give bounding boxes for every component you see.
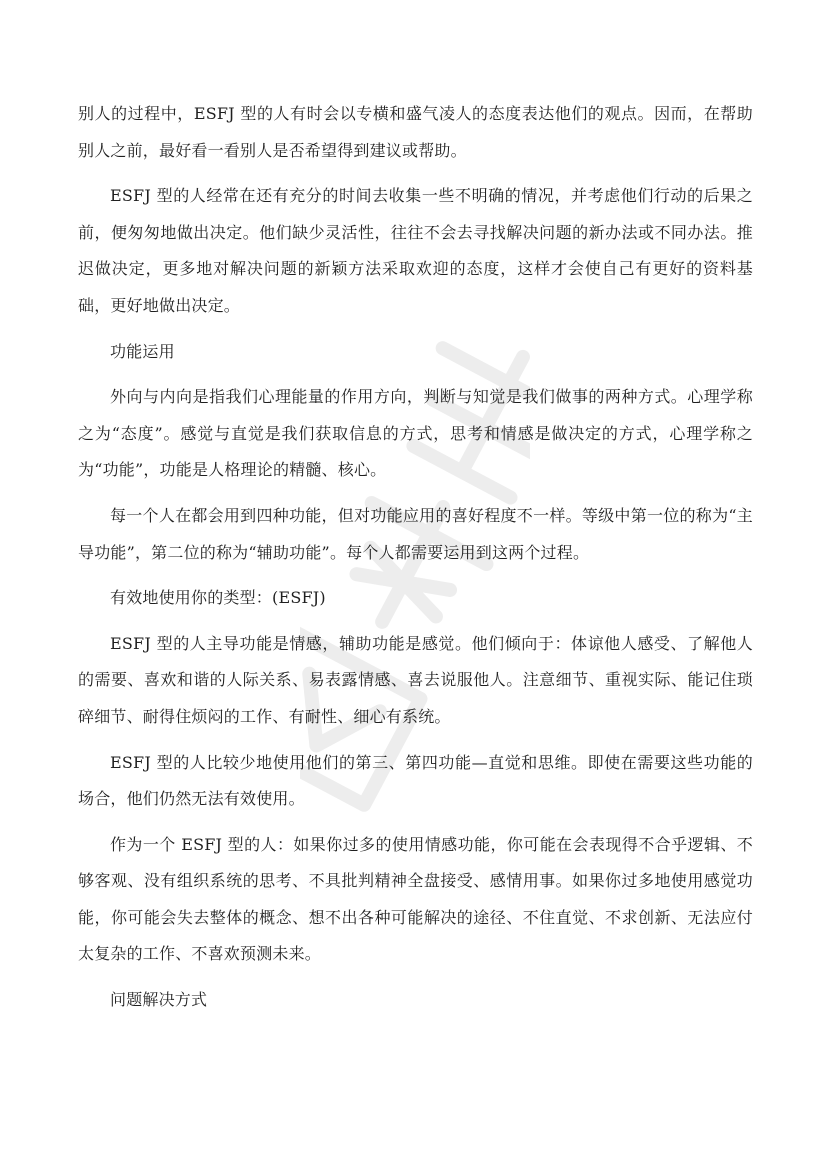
paragraph: 别人的过程中，ESFJ 型的人有时会以专横和盛气凌人的态度表达他们的观点。因而，在帮助别人之前，最好看一看别人是否希望得到建议或帮助。 [78, 104, 753, 160]
section-heading: 有效地使用你的类型：(ESFJ) [110, 588, 326, 608]
document-body [78, 96, 753, 1028]
paragraph: ESFJ 型的人主导功能是情感，辅助功能是感觉。他们倾向于：体谅他人感受、了解他人的需要、喜欢和谐的人际关系、易表露情感、喜去说服他人。注意细节、重视实际、能记住琐碎细节、耐得住烦闷的工作、有耐性、细心有系统。 [78, 633, 753, 726]
paragraph: 作为一个 ESFJ 型的人：如果你过多的使用情感功能，你可能在会表现得不合乎逻辑、不够客观、没有组织系统的思考、不具批判精神全盘接受、感情用事。如果你过多地使用感觉功能，你可能会失去整体的概念、想不出各种可能解决的途径、不住直觉、不求创新、无法应付太复杂的工作、不喜欢预测未来。 [78, 834, 753, 964]
paragraph: ESFJ 型的人比较少地使用他们的第三、第四功能—直觉和思维。即使在需要这些功能的场合，他们仍然无法有效使用。 [78, 752, 753, 809]
paragraph: ESFJ 型的人经常在还有充分的时间去收集一些不明确的情况，并考虑他们行动的后果之前，便匆匆地做出决定。他们缺少灵活性，往往不会去寻找解决问题的新办法或不同办法。推迟做决定，更多地对解决问题的新颖方法采取欢迎的态度，这样才会使自己有更好的资料基础，更好地做出决定。 [78, 186, 753, 315]
paragraph: 外向与内向是指我们心理能量的作用方向，判断与知觉是我们做事的两种方式。心理学称之为“态度”。感觉与直觉是我们获取信息的方式，思考和情感是做决定的方式，心理学称之为“功能”，功能是人格理论的精髓、核心。 [78, 387, 753, 480]
section-heading: 功能运用 [110, 341, 175, 361]
paragraph: 每一个人在都会用到四种功能，但对功能应用的喜好程度不一样。等级中第一位的称为“主导功能”，第二位的称为“辅助功能”。每个人都需要运用到这两个过程。 [78, 505, 753, 562]
section-heading: 问题解决方式 [110, 990, 208, 1010]
